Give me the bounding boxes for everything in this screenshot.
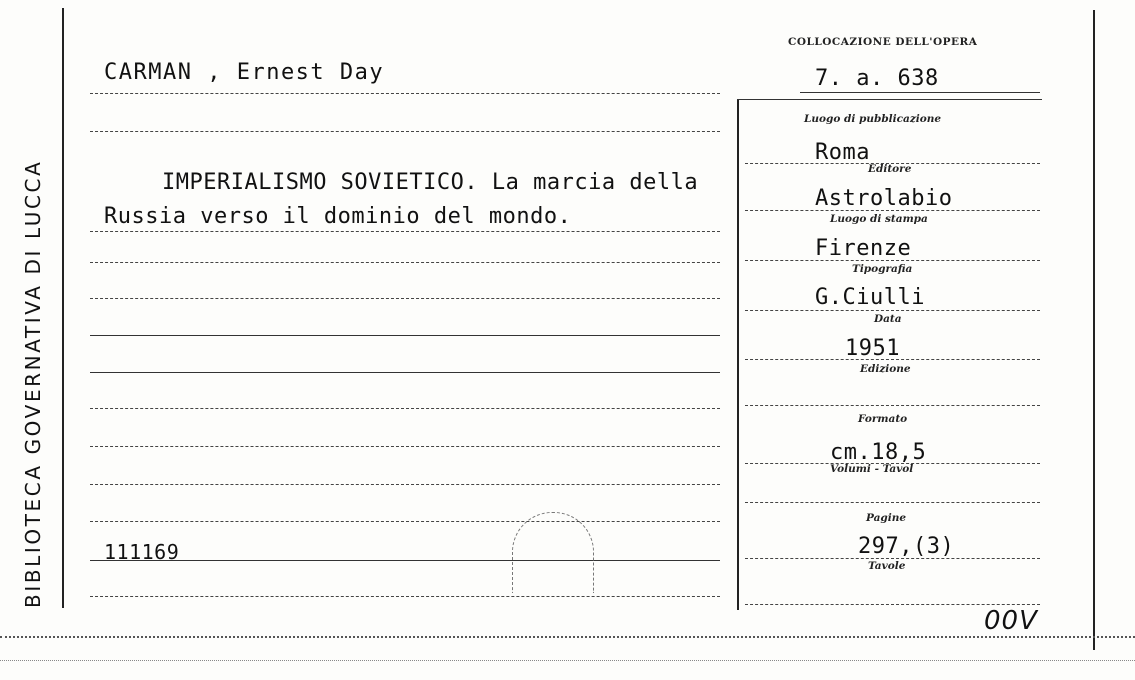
rule-r4	[745, 310, 1040, 311]
label-edizione: Edizione	[860, 363, 911, 375]
punch-hole	[512, 512, 594, 593]
author-rule	[90, 93, 720, 94]
rule-r10	[745, 604, 1040, 605]
rule-r2	[745, 210, 1040, 211]
left-border	[62, 8, 64, 608]
label-luogo-stampa: Luogo di stampa	[830, 213, 928, 225]
rule-13	[90, 596, 720, 597]
rule-r5	[745, 359, 1040, 360]
card-bottom-edge	[0, 636, 1135, 638]
title-line-1: IMPERIALISMO SOVIETICO. La marcia della	[162, 170, 699, 195]
inventory-number: 111169	[104, 540, 180, 564]
rule-r6	[745, 405, 1040, 406]
right-column-top	[737, 99, 1042, 100]
label-formato: Formato	[858, 413, 908, 425]
rule-5	[90, 298, 720, 299]
collocazione-label: COLLOCAZIONE DELL'OPERA	[788, 36, 978, 48]
collocazione-value: 7. a. 638	[815, 66, 939, 91]
label-tipografia: Tipografia	[852, 263, 913, 275]
handwritten-mark: 00V	[984, 606, 1038, 636]
right-column-border	[737, 100, 739, 610]
rule-r8	[745, 502, 1040, 503]
card-lower-edge	[0, 660, 1135, 661]
rule-12	[90, 560, 720, 561]
label-tavole: Tavole	[868, 560, 906, 572]
rule-11	[90, 521, 720, 522]
value-tipografia: G.Ciulli	[815, 285, 925, 310]
rule-7	[90, 372, 720, 373]
label-data: Data	[874, 313, 902, 325]
value-data: 1951	[845, 336, 900, 361]
value-luogo-pubblicazione: Roma	[815, 140, 870, 165]
value-pagine: 297,(3)	[858, 534, 955, 559]
label-volumi-tavole: Volumi - Tavol	[830, 463, 914, 475]
value-formato: cm.18,5	[830, 440, 927, 465]
value-editore: Astrolabio	[815, 186, 953, 211]
rule-r3	[745, 260, 1040, 261]
rule-6	[90, 335, 720, 336]
label-luogo-pubblicazione: Luogo di pubblicazione	[804, 113, 942, 125]
rule-8	[90, 408, 720, 409]
rule-2	[90, 131, 720, 132]
value-luogo-stampa: Firenze	[815, 236, 912, 261]
rule-9	[90, 446, 720, 447]
label-pagine: Pagine	[866, 512, 907, 524]
rule-10	[90, 484, 720, 485]
title-line-2: Russia verso il dominio del mondo.	[104, 204, 572, 229]
author-line: CARMAN , Ernest Day	[104, 60, 385, 85]
collocazione-underline	[800, 92, 1040, 93]
label-editore: Editore	[868, 163, 912, 175]
rule-4	[90, 262, 720, 263]
rule-r9	[745, 558, 1040, 559]
card-right-edge	[1093, 10, 1095, 650]
spine-label: BIBLIOTECA GOVERNATIVA DI LUCCA	[21, 159, 45, 608]
rule-3	[90, 231, 720, 232]
